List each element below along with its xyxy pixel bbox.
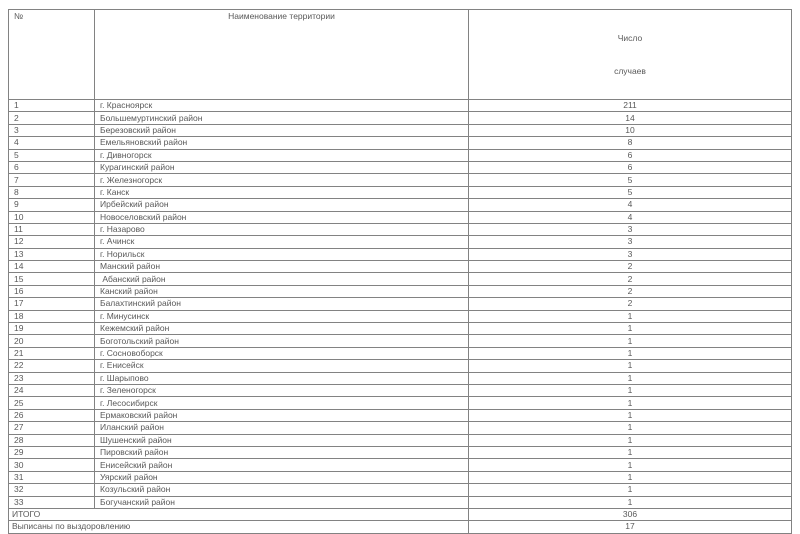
territory-cell: Козульский район: [95, 484, 469, 496]
cases-cell: 1: [469, 434, 792, 446]
row-number-cell: 29: [9, 446, 95, 458]
table-row: [9, 273, 792, 285]
table-row: [9, 298, 792, 310]
table-row: [9, 310, 792, 322]
row-number-cell: 6: [9, 161, 95, 173]
table-row: [9, 124, 792, 136]
territory-cell: Богучанский район: [95, 496, 469, 508]
row-number-cell: 18: [9, 310, 95, 322]
row-number-cell: 12: [9, 236, 95, 248]
row-number-cell: 27: [9, 422, 95, 434]
table-row: [9, 199, 792, 211]
cases-cell: 6: [469, 161, 792, 173]
discharged-value: 17: [469, 521, 792, 533]
territory-cell: Емельяновский район: [95, 137, 469, 149]
cases-cell: 4: [469, 199, 792, 211]
row-number-cell: 23: [9, 372, 95, 384]
cases-cell: 14: [469, 112, 792, 124]
table-footer: [9, 508, 792, 533]
row-number-cell: 3: [9, 124, 95, 136]
table-row: [9, 335, 792, 347]
table-row: [9, 434, 792, 446]
total-label: ИТОГО: [9, 508, 469, 520]
row-number-cell: 24: [9, 384, 95, 396]
territory-cell: г. Железногорск: [95, 174, 469, 186]
table-row: [9, 285, 792, 297]
row-number-cell: 5: [9, 149, 95, 161]
cases-cell: 3: [469, 223, 792, 235]
row-number-cell: 4: [9, 137, 95, 149]
row-number-cell: 32: [9, 484, 95, 496]
row-number-cell: 13: [9, 248, 95, 260]
cases-cell: 1: [469, 310, 792, 322]
cases-cell: 10: [469, 124, 792, 136]
cases-cell: 4: [469, 211, 792, 223]
row-number-cell: 25: [9, 397, 95, 409]
row-number-cell: 17: [9, 298, 95, 310]
cases-cell: 1: [469, 496, 792, 508]
cases-cell: 1: [469, 409, 792, 421]
table-row: [9, 223, 792, 235]
territory-cases-table-container: [8, 9, 792, 534]
cases-cell: 8: [469, 137, 792, 149]
row-number-cell: 31: [9, 471, 95, 483]
row-number-cell: 30: [9, 459, 95, 471]
table-row: [9, 174, 792, 186]
territory-cell: г. Дивногорск: [95, 149, 469, 161]
row-number-cell: 11: [9, 223, 95, 235]
territory-cell: Балахтинский район: [95, 298, 469, 310]
territory-cases-table: [8, 9, 792, 534]
table-row: [9, 137, 792, 149]
row-number-cell: 1: [9, 100, 95, 112]
cases-cell: 1: [469, 384, 792, 396]
table-row: [9, 409, 792, 421]
cases-cell: 2: [469, 261, 792, 273]
cases-cell: 5: [469, 186, 792, 198]
table-row: [9, 186, 792, 198]
cases-cell: 1: [469, 372, 792, 384]
row-number-cell: 22: [9, 360, 95, 372]
table-row: [9, 100, 792, 112]
territory-cell: Боготольский район: [95, 335, 469, 347]
cases-cell: 3: [469, 236, 792, 248]
cases-cell: 2: [469, 285, 792, 297]
cases-cell: 1: [469, 459, 792, 471]
row-number-cell: 7: [9, 174, 95, 186]
table-row: [9, 161, 792, 173]
territory-cell: г. Ачинск: [95, 236, 469, 248]
row-number-cell: 28: [9, 434, 95, 446]
territory-cell: Большемуртинский район: [95, 112, 469, 124]
table-row: [9, 446, 792, 458]
territory-cell: Ирбейский район: [95, 199, 469, 211]
territory-cell: Канский район: [95, 285, 469, 297]
row-number-cell: 9: [9, 199, 95, 211]
table-row: [9, 211, 792, 223]
cases-cell: 6: [469, 149, 792, 161]
cases-cell: 2: [469, 273, 792, 285]
table-row: [9, 397, 792, 409]
row-number-cell: 2: [9, 112, 95, 124]
territory-cell: Кежемский район: [95, 323, 469, 335]
total-row: [9, 508, 792, 520]
total-value: 306: [469, 508, 792, 520]
territory-cell: Березовский район: [95, 124, 469, 136]
territory-cell: Енисейский район: [95, 459, 469, 471]
table-row: [9, 496, 792, 508]
row-number-cell: 33: [9, 496, 95, 508]
territory-cell: Курагинский район: [95, 161, 469, 173]
row-number-cell: 21: [9, 347, 95, 359]
cases-cell: 2: [469, 298, 792, 310]
header-row: [9, 10, 792, 100]
territory-cell: Иланский район: [95, 422, 469, 434]
row-number-cell: 26: [9, 409, 95, 421]
table-row: [9, 471, 792, 483]
row-number-cell: 16: [9, 285, 95, 297]
table-row: [9, 484, 792, 496]
territory-cell: г. Канск: [95, 186, 469, 198]
cases-cell: 1: [469, 484, 792, 496]
table-row: [9, 323, 792, 335]
territory-cell: Новоселовский район: [95, 211, 469, 223]
row-number-cell: 14: [9, 261, 95, 273]
territory-cell: г. Зеленогорск: [95, 384, 469, 396]
cases-cell: 1: [469, 323, 792, 335]
header-cases-line1: Число: [617, 33, 643, 43]
cases-cell: 1: [469, 397, 792, 409]
table-row: [9, 459, 792, 471]
row-number-cell: 19: [9, 323, 95, 335]
row-number-cell: 10: [9, 211, 95, 223]
territory-cell: г. Енисейск: [95, 360, 469, 372]
header-cases-line2: случаев: [614, 66, 646, 76]
territory-cell: г. Красноярск: [95, 100, 469, 112]
territory-cell: г. Лесосибирск: [95, 397, 469, 409]
territory-cell: г. Шарыпово: [95, 372, 469, 384]
territory-cell: Манский район: [95, 261, 469, 273]
cases-cell: 3: [469, 248, 792, 260]
table-header: [9, 10, 792, 100]
territory-cell: г. Минусинск: [95, 310, 469, 322]
table-row: [9, 372, 792, 384]
row-number-cell: 15: [9, 273, 95, 285]
table-row: [9, 347, 792, 359]
cases-cell: 5: [469, 174, 792, 186]
table-row: [9, 261, 792, 273]
cases-cell: 1: [469, 347, 792, 359]
table-row: [9, 112, 792, 124]
territory-cell: Ермаковский район: [95, 409, 469, 421]
territory-cell: г. Норильск: [95, 248, 469, 260]
table-row: [9, 149, 792, 161]
territory-cell: г. Сосновоборск: [95, 347, 469, 359]
row-number-cell: 20: [9, 335, 95, 347]
cases-cell: 1: [469, 471, 792, 483]
table-row: [9, 422, 792, 434]
discharged-row: [9, 521, 792, 533]
header-territory: Наименование территории: [95, 10, 469, 100]
table-row: [9, 248, 792, 260]
table-body: [9, 100, 792, 509]
cases-cell: 1: [469, 446, 792, 458]
territory-cell: г. Назарово: [95, 223, 469, 235]
table-row: [9, 384, 792, 396]
territory-cell: Уярский район: [95, 471, 469, 483]
table-row: [9, 360, 792, 372]
cases-cell: 1: [469, 335, 792, 347]
header-number: №: [9, 10, 95, 100]
territory-cell: Пировский район: [95, 446, 469, 458]
discharged-label: Выписаны по выздоровлению: [9, 521, 469, 533]
header-cases: [469, 10, 792, 100]
territory-cell: Шушенский район: [95, 434, 469, 446]
table-row: [9, 236, 792, 248]
cases-cell: 1: [469, 360, 792, 372]
territory-cell: Абанский район: [95, 273, 469, 285]
cases-cell: 1: [469, 422, 792, 434]
row-number-cell: 8: [9, 186, 95, 198]
cases-cell: 211: [469, 100, 792, 112]
